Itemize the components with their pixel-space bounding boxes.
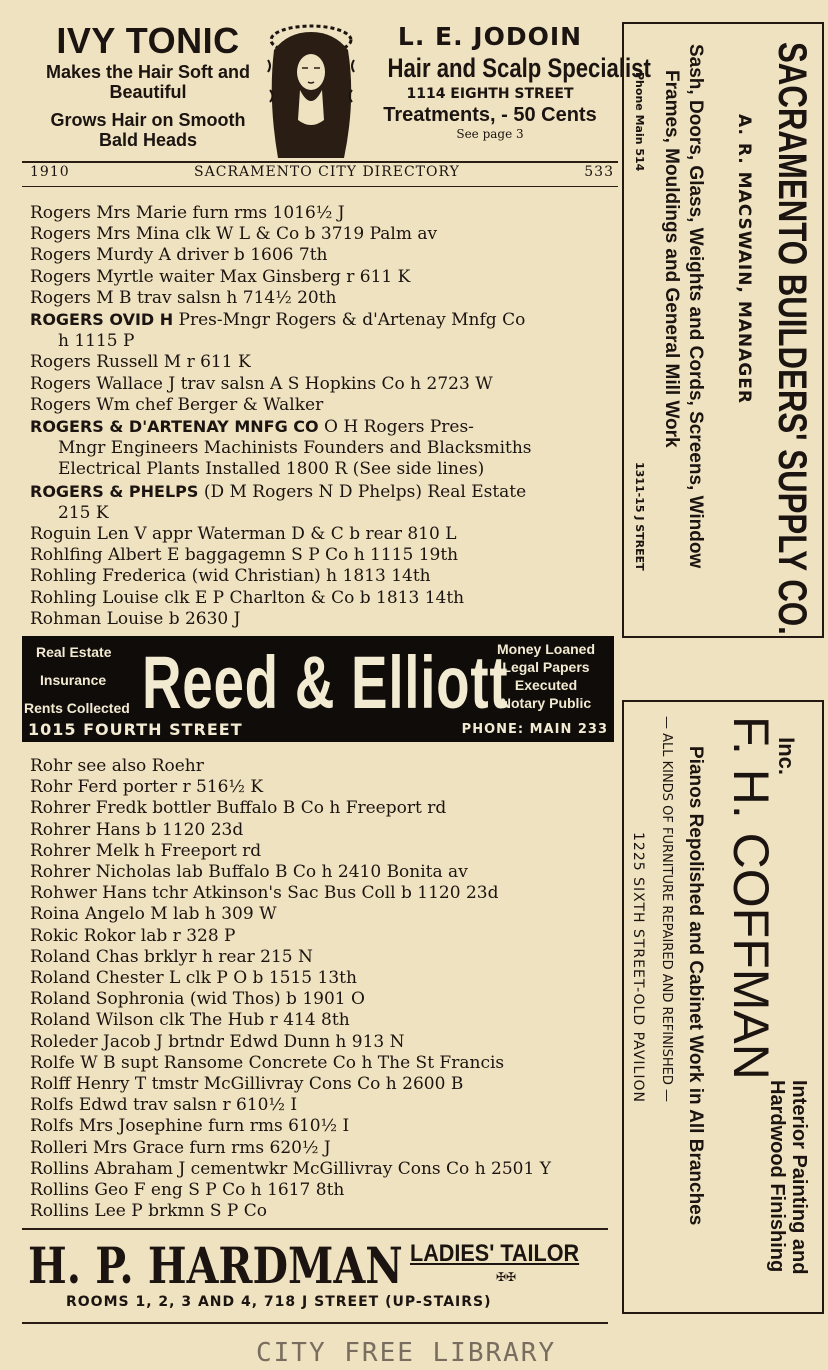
directory-entry [30, 968, 620, 989]
hardman-ornament: ✠✠ [496, 1270, 517, 1284]
header-page-number: 533 [584, 164, 614, 180]
directory-entry [30, 883, 620, 904]
entry-text: Rohrer Fredk bottler Buffalo B Co h Freeport rd [30, 798, 447, 819]
library-stamp: CITY FREE LIBRARY [256, 1338, 557, 1368]
entry-text: Roland Chester L clk P O b 1515 13th [30, 968, 357, 989]
header-title: SACRAMENTO CITY DIRECTORY [194, 164, 460, 180]
directory-entry [30, 416, 620, 438]
entry-text: Rohrer Melk h Freeport rd [30, 840, 262, 861]
entry-text: Roland Wilson clk The Hub r 414 8th [30, 1010, 350, 1031]
hardman-trade: LADIES' TAILOR [410, 1240, 580, 1267]
coffman-line-1: Pianos Repolished and Cabinet Work in All Branches [685, 746, 706, 1226]
reed-right-block [486, 640, 606, 712]
entry-text: (D M Rogers N D Phelps) Real Estate [198, 481, 527, 502]
ivy-line-4: Bald Heads [98, 130, 198, 150]
entry-text: Rolleri Mrs Grace furn rms 620½ J [30, 1137, 331, 1158]
entry-text: Roina Angelo M lab h 309 W [30, 904, 277, 925]
sac-street: 1311-15 J STREET [633, 462, 646, 571]
entry-text: Mngr Engineers Machinists Founders and Blacksmiths [58, 438, 532, 459]
directory-entry [30, 374, 620, 395]
reed-right-2: Legal Papers [502, 659, 590, 675]
header-year: 1910 [30, 164, 70, 180]
header-rule-bottom [22, 186, 618, 187]
entry-text: Pres-Mngr Rogers & d'Artenay Mnfg Co [173, 310, 526, 331]
reed-right-3: Executed [514, 677, 578, 693]
page-header [30, 164, 614, 180]
entry-text: Rollins Geo F eng S P Co h 1617 8th [30, 1180, 345, 1201]
directory-entry [30, 1159, 620, 1180]
hardman-rule-top [22, 1228, 608, 1230]
directory-entry [30, 352, 620, 373]
directory-entry [30, 947, 620, 968]
entry-text: Rogers Mrs Marie furn rms 1016½ J [30, 203, 345, 223]
directory-entry [30, 777, 620, 798]
sac-title: SACRAMENTO BUILDERS' SUPPLY CO. [770, 42, 814, 635]
ivy-line-2: Beautiful [109, 82, 187, 102]
jodoin-see-page: See page 3 [456, 127, 524, 141]
ivy-line-3: Grows Hair on Smooth [50, 110, 246, 130]
entry-text: Rohling Louise clk E P Charlton & Co b 1813 14th [30, 587, 465, 608]
sac-inc: Inc. [774, 737, 799, 775]
coffman-name: F. H. COFFMAN [723, 716, 779, 1080]
coffman-services-2: Hardwood Finishing [766, 1080, 788, 1273]
directory-entry [30, 904, 620, 925]
jodoin-name: L. E. JODOIN [397, 22, 583, 51]
directory-entry [30, 841, 620, 862]
sac-title-group [769, 42, 814, 802]
entry-text: Rohr Ferd porter r 516½ K [30, 777, 264, 798]
entry-text: Rohman Louise b 2630 J [30, 608, 241, 629]
entry-text: Rogers Russell M r 611 K [30, 352, 251, 373]
entry-text: 215 K [58, 502, 109, 523]
entry-business-name: ROGERS OVID H [30, 310, 174, 330]
directory-entry [30, 1053, 620, 1074]
directory-entries-top [30, 203, 620, 630]
reed-elliott-name: Reed & Elliott [142, 641, 509, 724]
directory-entry [30, 288, 620, 309]
directory-entry [30, 1201, 620, 1222]
directory-entry [30, 926, 620, 947]
reed-left-2: Insurance [40, 672, 107, 688]
directory-entry [30, 203, 620, 224]
entry-text: Rogers Myrtle waiter Max Ginsberg r 611 K [30, 266, 411, 287]
coffman-services-1: Interior Painting and [788, 1080, 810, 1275]
woman-portrait-illustration [264, 20, 358, 160]
ivy-line-1: Makes the Hair Soft and [45, 62, 251, 82]
directory-entry [30, 609, 620, 630]
directory-entry [30, 989, 620, 1010]
entry-text: Rolff Henry T tmstr McGillivray Cons Co h 2600 B [30, 1074, 464, 1095]
directory-entry [30, 566, 620, 587]
jodoin-address: 1114 EIGHTH STREET [406, 86, 574, 102]
reed-right-4: Notary Public [500, 695, 592, 711]
jodoin-treatments: Treatments, - 50 Cents [383, 104, 597, 126]
directory-entry [30, 1116, 620, 1137]
entry-text: Rohrer Hans b 1120 23d [30, 819, 244, 840]
directory-entry [30, 820, 620, 841]
sac-line-1: Sash, Doors, Glass, Weights and Cords, Screens, Window [685, 44, 706, 569]
entry-text: Rollins Abraham J cementwkr McGillivray Cons Co h 2501 Y [30, 1158, 551, 1179]
entry-text: Roguin Len V appr Waterman D & C b rear 810 L [30, 524, 457, 545]
reed-left-1: Real Estate [36, 644, 112, 660]
ivy-tonic-ad [38, 20, 258, 150]
hardman-address: ROOMS 1, 2, 3 AND 4, 718 J STREET (UP-STAIRS) [66, 1294, 492, 1310]
entry-text: Rogers M B trav salsn h 714½ 20th [30, 287, 337, 308]
reed-address: 1015 FOURTH STREET [28, 720, 243, 739]
coffman-address: 1225 SIXTH STREET-OLD PAVILION [630, 832, 646, 1103]
entry-text: Rogers Murdy A driver b 1606 7th [30, 245, 328, 266]
entry-text: Roland Chas brklyr h rear 215 N [30, 946, 313, 967]
ivy-tonic-title: IVY TONIC [56, 20, 240, 61]
entry-text: Rollins Lee P brkmn S P Co [30, 1201, 267, 1222]
hardman-rule-bottom [22, 1322, 608, 1324]
directory-entry [30, 331, 620, 352]
directory-entry [30, 1010, 620, 1031]
entry-text: Rohrer Nicholas lab Buffalo B Co h 2410 Bonita av [30, 862, 468, 883]
directory-entry [30, 756, 620, 777]
entry-text: Electrical Plants Installed 1800 R (See side lines) [58, 459, 485, 480]
entry-text: O H Rogers Pres- [318, 417, 474, 438]
sacramento-builders-ad [622, 22, 824, 775]
reed-elliott-ad [22, 636, 614, 742]
sac-manager: A. R. MACSWAIN, MANAGER [734, 114, 754, 404]
entry-text: Rokic Rokor lab r 328 P [30, 925, 236, 946]
entry-business-name: ROGERS & PHELPS [30, 481, 199, 501]
coffman-line-2: — ALL KINDS OF FURNITURE REPAIRED AND REFINISHED — [659, 716, 674, 1103]
entry-text: Rogers Mrs Mina clk W L & Co b 3719 Palm av [30, 224, 438, 245]
directory-entry [30, 481, 620, 503]
directory-entry [30, 1032, 620, 1053]
entry-text: Rolfs Mrs Josephine furn rms 610½ I [30, 1116, 350, 1137]
entry-text: Rolfs Edwd trav salsn r 610½ I [30, 1095, 298, 1116]
reed-phone: PHONE: MAIN 233 [461, 722, 608, 737]
jodoin-specialty: Hair and Scalp Specialist [387, 53, 651, 83]
entry-text: Rolfe W B supt Ransome Concrete Co h The St Francis [30, 1052, 505, 1073]
entry-text: Rohr see also Roehr [30, 756, 204, 776]
directory-entry [30, 862, 620, 883]
directory-entry [30, 267, 620, 288]
directory-entry [30, 245, 620, 266]
directory-entry [30, 459, 620, 480]
directory-entry [30, 224, 620, 245]
directory-entry [30, 1095, 620, 1116]
entry-text: Roleder Jacob J brtndr Edwd Dunn h 913 N [30, 1031, 405, 1052]
directory-entry [30, 545, 620, 566]
directory-entry [30, 1138, 620, 1159]
reed-left-3: Rents Collected [24, 700, 130, 716]
directory-entry [30, 524, 620, 545]
directory-entries-bottom [30, 756, 620, 1222]
directory-entry [30, 503, 620, 524]
entry-text: Rogers Wm chef Berger & Walker [30, 394, 324, 415]
directory-entry [30, 798, 620, 819]
entry-text: Rogers Wallace J trav salsn A S Hopkins Co h 2723 W [30, 373, 493, 394]
directory-entry [30, 1180, 620, 1201]
directory-entry [30, 588, 620, 609]
header-rule-top [22, 161, 618, 163]
sac-line-2: Frames, Mouldings and General Mill Work [661, 70, 682, 448]
entry-business-name: ROGERS & D'ARTENAY MNFG CO [30, 417, 319, 437]
reed-right-1: Money Loaned [496, 641, 595, 657]
directory-entry [30, 309, 620, 331]
entry-text: h 1115 P [58, 331, 135, 352]
entry-text: Rohling Frederica (wid Christian) h 1813 14th [30, 566, 431, 587]
entry-text: Rohwer Hans tchr Atkinson's Sac Bus Coll b 1120 23d [30, 883, 499, 904]
sac-phone: Phone Main 514 [633, 72, 646, 172]
directory-entry [30, 438, 620, 459]
hardman-name: H. P. HARDMAN [28, 1236, 403, 1295]
entry-text: Rohlfing Albert E baggagemn S P Co h 1115 19th [30, 545, 459, 566]
directory-entry [30, 1074, 620, 1095]
coffman-ad [622, 700, 824, 1314]
entry-text: Roland Sophronia (wid Thos) b 1901 O [30, 989, 365, 1010]
directory-entry [30, 395, 620, 416]
